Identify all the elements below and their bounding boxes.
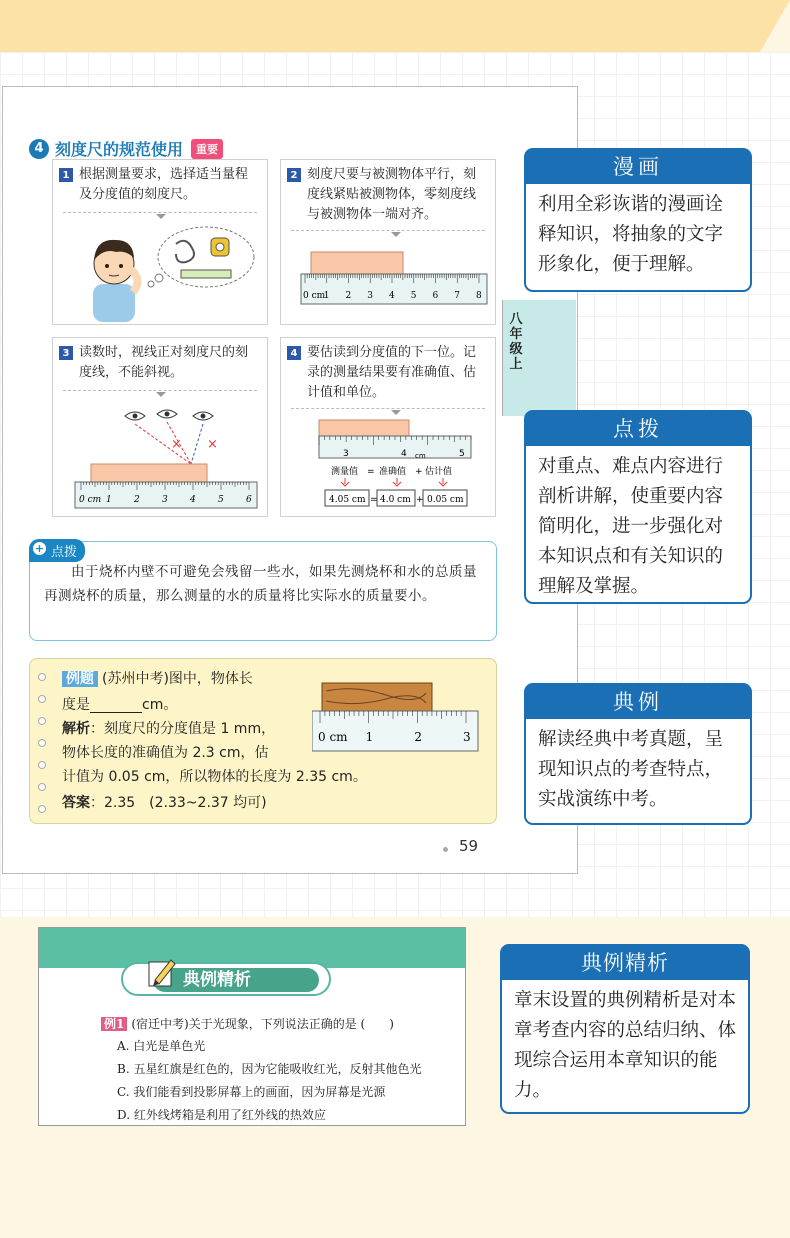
- divider: [291, 408, 485, 409]
- answer-label: 答案: [62, 795, 90, 811]
- svg-text:×: ×: [207, 437, 218, 452]
- step-text: 刻度尺要与被测物体平行，刻度线紧贴被测物体，零刻度线与被测物体一端对齐。: [307, 167, 477, 222]
- example-line-3: [62, 717, 275, 741]
- tip-label-text: 点拨: [51, 545, 78, 560]
- cartoon-boy-thinking: [71, 222, 261, 322]
- example-text: 度是: [62, 697, 90, 713]
- callout-text: 解读经典中考真题，呈现知识点的考查特点，实战演练中考。: [538, 729, 724, 810]
- formula-estimated: 估计值: [425, 467, 453, 477]
- ruler-label: 4: [190, 495, 196, 505]
- example-line-6: [62, 791, 267, 815]
- section-title: [29, 137, 223, 160]
- step-box-2: [280, 159, 496, 325]
- value-eq: =: [370, 495, 378, 505]
- ruler-label: 8: [476, 291, 482, 301]
- step-box-3: [52, 337, 268, 517]
- arrow-down-icon: [391, 410, 401, 415]
- value-measured: 4.05 cm: [329, 495, 366, 505]
- formula-plus: +: [415, 467, 423, 477]
- callout-title: 典例精析: [502, 946, 748, 980]
- callout-title: 典例: [526, 685, 750, 719]
- ruler-align-figure: [289, 248, 489, 318]
- example-text: ：刻度尺的分度值是 1 mm，: [90, 721, 276, 737]
- arrow-down-icon: [391, 232, 401, 237]
- callout-title: 漫画: [526, 150, 750, 184]
- section-number: 4: [29, 139, 49, 159]
- step-text: 要估读到分度值的下一位。记录的测量结果要有准确值、估计值和单位。: [307, 345, 477, 400]
- book-page: [2, 86, 578, 874]
- example-text: cm。: [142, 697, 178, 713]
- callout-tip: [524, 410, 752, 604]
- ruler-label: 7: [454, 291, 460, 301]
- page-number: 59: [459, 837, 479, 855]
- value-estimated: 0.05 cm: [427, 495, 464, 505]
- ruler-label: 3: [367, 291, 373, 301]
- ring-icon: [38, 673, 46, 681]
- answer-text: ：2.35 (2.33~2.37 均可): [90, 795, 267, 811]
- ruler-label: 3: [162, 495, 168, 505]
- ring-icon: [38, 717, 46, 725]
- step-box-1: [52, 159, 268, 325]
- ruler-label: 0 cm: [79, 495, 102, 505]
- ruler-label: 1: [365, 730, 374, 744]
- ring-icon: [38, 805, 46, 813]
- section-heading-label: [153, 968, 319, 992]
- step-number: 2: [287, 168, 301, 182]
- ruler-label: 5: [459, 449, 465, 459]
- callout-title: 点拨: [526, 412, 750, 446]
- plus-icon: +: [34, 542, 45, 555]
- grade-side-tab-text: 八年级上: [509, 312, 523, 372]
- arrow-down-icon: [156, 392, 166, 397]
- formula-eq: =: [367, 467, 375, 477]
- example-box: [29, 658, 497, 824]
- ring-icon: [38, 695, 46, 703]
- step-box-4: [280, 337, 496, 517]
- ruler-label: 2: [134, 495, 140, 505]
- step-text: 根据测量要求，选择适当量程及分度值的刻度尺。: [79, 167, 249, 202]
- eye-icon: [157, 410, 177, 418]
- example-line-2: [62, 693, 177, 717]
- divider: [63, 390, 257, 391]
- callout-comic: [524, 148, 752, 292]
- callout-typical-analysis: [500, 944, 750, 1114]
- value-plus: +: [416, 495, 424, 505]
- ruler-label: 3: [463, 730, 471, 744]
- ring-icon: [38, 739, 46, 747]
- divider: [291, 230, 485, 231]
- option-a: A. 白光是单色光: [117, 1039, 206, 1053]
- grade-side-tab: [502, 300, 576, 416]
- section-heading: [121, 962, 331, 996]
- question-text: (宿迁中考)关于光现象，下列说法正确的是 ( ): [131, 1017, 394, 1031]
- example-line-4: 物体长度的准确值为 2.3 cm，估: [62, 745, 269, 761]
- example-1-tag: 例1: [101, 1017, 127, 1031]
- eye-reading-figure: [69, 402, 265, 512]
- example-ruler-figure: [312, 681, 484, 761]
- step-number: 3: [59, 346, 73, 360]
- section-title-text: 刻度尺的规范使用: [55, 140, 184, 159]
- answer-blank: [90, 697, 142, 713]
- ruler-label: 3: [343, 449, 349, 459]
- option-b: B. 五星红旗是红色的，因为它能吸收红光，反射其他色光: [117, 1062, 422, 1076]
- example-tag: 例题: [62, 671, 98, 687]
- example-text: (苏州中考)图中，物体长: [102, 671, 253, 687]
- formula-accurate: 准确值: [379, 467, 407, 477]
- example-line-1: [62, 667, 253, 691]
- step-text: 读数时，视线正对刻度尺的刻度线，不能斜视。: [79, 345, 249, 380]
- ring-icon: [38, 783, 46, 791]
- divider: [63, 212, 257, 213]
- formula-measured: 测量值: [331, 467, 359, 477]
- ring-icon: [38, 761, 46, 769]
- question-line: [101, 1014, 394, 1034]
- ruler-label: 5: [410, 291, 417, 301]
- top-banner-tip: [730, 0, 790, 52]
- callout-example: [524, 683, 752, 825]
- eye-icon: [125, 412, 145, 420]
- top-banner: [0, 0, 760, 52]
- step-number: 4: [287, 346, 301, 360]
- ruler-label: 4: [401, 449, 407, 459]
- callout-text: 对重点、难点内容进行剖析讲解，使重要内容简明化，进一步强化对本知识点和有关知识的理解及掌握。: [538, 456, 724, 597]
- ruler-label: 5: [218, 495, 224, 505]
- eye-icon: [193, 412, 213, 420]
- bottom-book-page: [38, 927, 466, 1126]
- step-number: 1: [59, 168, 73, 182]
- pencil-icon: [145, 956, 179, 990]
- ruler-label: 2: [414, 730, 422, 744]
- page-dot: [443, 847, 448, 852]
- tip-box: [29, 541, 497, 641]
- ruler-label: 2: [345, 291, 352, 301]
- ruler-label: 4: [389, 291, 395, 301]
- analysis-label: 解析: [62, 721, 90, 737]
- value-accurate: 4.0 cm: [380, 495, 411, 505]
- ruler-label: 0 cm: [318, 730, 348, 744]
- svg-text:×: ×: [171, 437, 182, 452]
- ruler-label: cm: [415, 452, 426, 460]
- estimate-reading-figure: [311, 418, 481, 514]
- option-d: D. 红外线烤箱是利用了红外线的热效应: [117, 1108, 326, 1122]
- ruler-label: 1: [323, 291, 330, 301]
- ruler-label: 6: [246, 495, 252, 505]
- section-heading-text: 典例精析: [183, 970, 251, 990]
- important-badge: 重要: [191, 139, 223, 159]
- arrow-down-icon: [156, 214, 166, 219]
- tip-label: [29, 539, 85, 562]
- tip-text: 由于烧杯内壁不可避免会残留一些水，如果先测烧杯和水的总质量再测烧杯的质量，那么测量的水的质量将比实际水的质量要小。: [44, 564, 477, 604]
- ruler-label: 1: [106, 495, 112, 505]
- ruler-label: 0 cm: [303, 291, 326, 301]
- callout-text: 利用全彩诙谐的漫画诠释知识，将抽象的文字形象化，便于理解。: [538, 194, 724, 275]
- callout-text: 章末设置的典例精析是对本章考查内容的总结归纳、体现综合运用本章知识的能力。: [514, 990, 737, 1101]
- option-c: C. 我们能看到投影屏幕上的画面，因为屏幕是光源: [117, 1085, 386, 1099]
- example-line-5: 计值为 0.05 cm，所以物体的长度为 2.35 cm。: [62, 769, 367, 785]
- ruler-label: 6: [432, 291, 439, 301]
